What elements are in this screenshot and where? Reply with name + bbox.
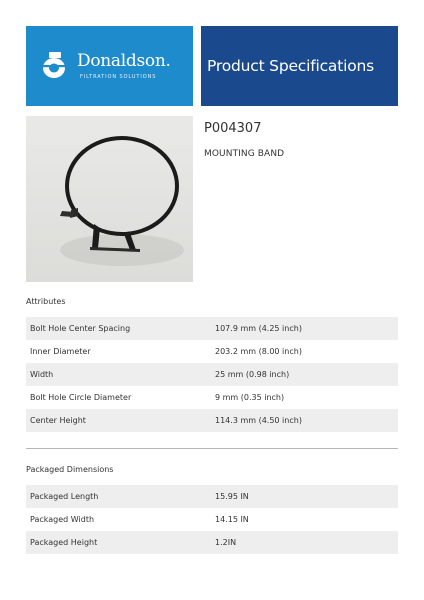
- donaldson-logo-icon: [41, 50, 67, 80]
- attribute-name: Width: [30, 370, 54, 379]
- attribute-value: 15.95 IN: [215, 492, 249, 501]
- attribute-name: Center Height: [30, 416, 86, 425]
- product-image: [26, 116, 193, 282]
- part-number: P004307: [204, 121, 262, 136]
- page-title-text: Product Specifications: [207, 57, 374, 75]
- attribute-name: Inner Diameter: [30, 347, 91, 356]
- part-description: MOUNTING BAND: [204, 149, 285, 159]
- attribute-value: 14.15 IN: [215, 515, 249, 524]
- packaged-section-title: Packaged Dimensions: [26, 465, 114, 474]
- page-title: [201, 26, 398, 106]
- brand-logo-panel: [26, 26, 193, 106]
- attribute-value: 107.9 mm (4.25 inch): [215, 324, 302, 333]
- attribute-value: 9 mm (0.35 inch): [215, 393, 285, 402]
- attributes-table: [26, 317, 398, 432]
- table-row: [26, 485, 398, 508]
- table-row: [26, 508, 398, 531]
- table-row: [26, 340, 398, 363]
- attribute-name: Packaged Length: [30, 492, 99, 501]
- attribute-value: 203.2 mm (8.00 inch): [215, 347, 302, 356]
- table-row: [26, 317, 398, 340]
- attribute-value: 1.2IN: [215, 538, 237, 547]
- table-row: [26, 386, 398, 409]
- table-row: [26, 531, 398, 554]
- table-row: [26, 409, 398, 432]
- attributes-section-title: Attributes: [26, 297, 66, 306]
- table-row: [26, 363, 398, 386]
- attribute-name: Packaged Height: [30, 538, 98, 547]
- brand-tagline: FILTRATION SOLUTIONS: [80, 74, 157, 80]
- attribute-value: 25 mm (0.98 inch): [215, 370, 290, 379]
- attribute-value: 114.3 mm (4.50 inch): [215, 416, 302, 425]
- attribute-name: Packaged Width: [30, 515, 95, 524]
- section-divider: [26, 448, 398, 449]
- packaged-table: [26, 485, 398, 554]
- attribute-name: Bolt Hole Center Spacing: [30, 324, 131, 333]
- mounting-band-photo-icon: [26, 116, 193, 282]
- attribute-name: Bolt Hole Circle Diameter: [30, 393, 132, 402]
- brand-name: Donaldson.: [77, 51, 171, 71]
